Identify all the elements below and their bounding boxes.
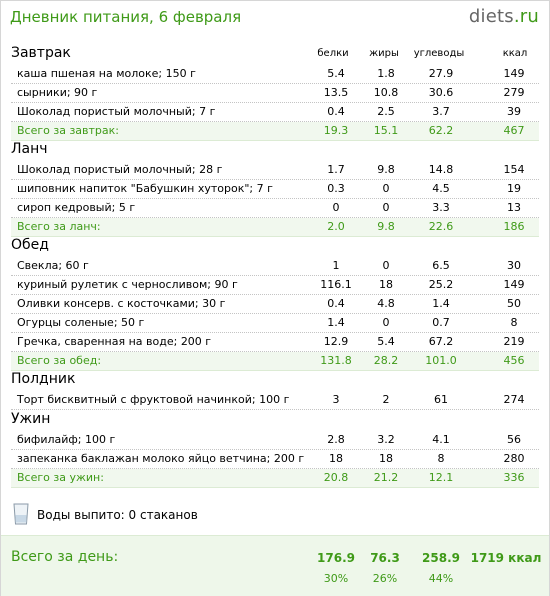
meal-total-label: Всего за обед: xyxy=(17,354,102,367)
day-carbs: 258.9 xyxy=(422,551,460,565)
protein-value: 18 xyxy=(329,452,343,465)
fat-value: 18 xyxy=(379,278,393,291)
food-name: сырники; 90 г xyxy=(17,86,98,99)
food-row[interactable] xyxy=(11,450,539,469)
food-name: бифилайф; 100 г xyxy=(17,433,116,446)
water-text: Воды выпито: 0 стаканов xyxy=(37,508,198,522)
food-name: Шоколад пористый молочный; 28 г xyxy=(17,163,223,176)
protein-value: 5.4 xyxy=(327,67,345,80)
column-header-kcal: ккал xyxy=(502,48,528,59)
meal-total-row xyxy=(11,469,539,488)
protein-value: 1.4 xyxy=(327,316,345,329)
meal-total-label: Всего за ужин: xyxy=(17,471,104,484)
food-name: Гречка, сваренная на воде; 200 г xyxy=(17,335,212,348)
meal-total-label: Всего за ланч: xyxy=(17,220,101,233)
column-header-protein: белки xyxy=(317,48,349,59)
meal-total-row xyxy=(11,122,539,141)
fat-value: 0 xyxy=(382,259,390,272)
carbs-value: 61 xyxy=(434,393,448,406)
glass-icon xyxy=(13,503,29,525)
protein-value: 13.5 xyxy=(323,86,349,99)
carbs-value: 101.0 xyxy=(425,354,457,367)
protein-value: 0.3 xyxy=(327,182,345,195)
page-title: Дневник питания, 6 февраля xyxy=(10,8,242,26)
fat-value: 2 xyxy=(382,393,390,406)
protein-value: 116.1 xyxy=(320,278,352,291)
day-protein: 176.9 xyxy=(317,551,355,565)
food-name: Шоколад пористый молочный; 7 г xyxy=(17,105,216,118)
protein-value: 20.8 xyxy=(323,471,349,484)
carbs-value: 62.2 xyxy=(428,124,454,137)
protein-value: 2.8 xyxy=(327,433,345,446)
carbs-value: 1.4 xyxy=(432,297,450,310)
food-row[interactable] xyxy=(11,333,539,352)
carbs-value: 14.8 xyxy=(428,163,454,176)
food-row[interactable] xyxy=(11,391,539,410)
carbs-value: 67.2 xyxy=(428,335,454,348)
food-row[interactable] xyxy=(11,103,539,122)
day-total xyxy=(1,535,549,596)
meal-title: Обед xyxy=(11,237,49,253)
carbs-value: 22.6 xyxy=(428,220,454,233)
protein-value: 19.3 xyxy=(323,124,349,137)
protein-value: 1.7 xyxy=(327,163,345,176)
fat-value: 0 xyxy=(382,182,390,195)
carbs-value: 3.3 xyxy=(432,201,450,214)
kcal-value: 274 xyxy=(503,393,525,406)
kcal-value: 456 xyxy=(503,354,525,367)
food-row[interactable] xyxy=(11,199,539,218)
day-fat-pct: 26% xyxy=(372,572,398,585)
food-name: куриный рулетик с черносливом; 90 г xyxy=(17,278,238,291)
food-row[interactable] xyxy=(11,431,539,450)
carbs-value: 6.5 xyxy=(432,259,450,272)
protein-value: 3 xyxy=(332,393,340,406)
kcal-value: 30 xyxy=(507,259,521,272)
food-row[interactable] xyxy=(11,314,539,333)
food-row[interactable] xyxy=(11,295,539,314)
carbs-value: 30.6 xyxy=(428,86,454,99)
kcal-value: 39 xyxy=(507,105,521,118)
meal-title: Ланч xyxy=(11,141,48,157)
carbs-value: 12.1 xyxy=(428,471,454,484)
food-name: запеканка баклажан молоко яйцо ветчина; 200 г xyxy=(17,452,305,465)
food-row[interactable] xyxy=(11,84,539,103)
protein-value: 0.4 xyxy=(327,105,345,118)
protein-value: 12.9 xyxy=(323,335,349,348)
kcal-value: 467 xyxy=(503,124,525,137)
carbs-value: 8 xyxy=(437,452,445,465)
kcal-value: 8 xyxy=(510,316,518,329)
kcal-value: 149 xyxy=(503,278,525,291)
fat-value: 9.8 xyxy=(377,163,395,176)
column-header-carbs: углеводы xyxy=(413,48,465,59)
meal-total-label: Всего за завтрак: xyxy=(17,124,120,137)
kcal-value: 280 xyxy=(503,452,525,465)
food-name: Свекла; 60 г xyxy=(17,259,89,272)
fat-value: 3.2 xyxy=(377,433,395,446)
site-logo[interactable] xyxy=(469,6,539,27)
carbs-value: 0.7 xyxy=(432,316,450,329)
fat-value: 0 xyxy=(382,316,390,329)
carbs-value: 4.1 xyxy=(432,433,450,446)
food-row[interactable] xyxy=(11,65,539,84)
fat-value: 10.8 xyxy=(373,86,399,99)
protein-value: 1 xyxy=(332,259,340,272)
fat-value: 15.1 xyxy=(373,124,399,137)
protein-value: 131.8 xyxy=(320,354,352,367)
fat-value: 21.2 xyxy=(373,471,399,484)
logo-suffix: .ru xyxy=(513,6,539,27)
food-name: Торт бисквитный с фруктовой начинкой; 100 г xyxy=(17,393,290,406)
carbs-value: 4.5 xyxy=(432,182,450,195)
fat-value: 1.8 xyxy=(377,67,395,80)
fat-value: 0 xyxy=(382,201,390,214)
kcal-value: 336 xyxy=(503,471,525,484)
logo-main: diets xyxy=(468,6,514,27)
fat-value: 5.4 xyxy=(377,335,395,348)
meal-total-row xyxy=(11,218,539,237)
food-name: Огурцы соленые; 50 г xyxy=(17,316,145,329)
food-row[interactable] xyxy=(11,276,539,295)
kcal-value: 56 xyxy=(507,433,521,446)
meal-total-row xyxy=(11,352,539,371)
carbs-value: 3.7 xyxy=(432,105,450,118)
food-name: шиповник напиток "Бабушкин хуторок"; 7 г xyxy=(17,182,273,195)
protein-value: 0 xyxy=(332,201,340,214)
fat-value: 4.8 xyxy=(377,297,395,310)
kcal-value: 186 xyxy=(503,220,525,233)
header xyxy=(1,1,549,37)
kcal-value: 19 xyxy=(507,182,521,195)
fat-value: 2.5 xyxy=(377,105,395,118)
food-name: сироп кедровый; 5 г xyxy=(17,201,136,214)
protein-value: 0.4 xyxy=(327,297,345,310)
meal-title: Ужин xyxy=(11,411,51,427)
food-row[interactable] xyxy=(11,257,539,276)
kcal-value: 279 xyxy=(503,86,525,99)
day-fat: 76.3 xyxy=(370,551,400,565)
protein-value: 2.0 xyxy=(327,220,345,233)
fat-value: 9.8 xyxy=(377,220,395,233)
fat-value: 18 xyxy=(379,452,393,465)
day-kcal: 1719 ккал xyxy=(470,551,542,565)
kcal-value: 154 xyxy=(503,163,525,176)
food-name: каша пшеная на молоке; 150 г xyxy=(17,67,196,80)
kcal-value: 50 xyxy=(507,297,521,310)
day-carbs-pct: 44% xyxy=(428,572,454,585)
day-total-label: Всего за день: xyxy=(11,549,119,565)
food-row[interactable] xyxy=(11,161,539,180)
fat-value: 28.2 xyxy=(373,354,399,367)
day-protein-pct: 30% xyxy=(323,572,349,585)
meal-title: Завтрак xyxy=(11,45,71,61)
carbs-value: 25.2 xyxy=(428,278,454,291)
food-row[interactable] xyxy=(11,180,539,199)
kcal-value: 219 xyxy=(503,335,525,348)
kcal-value: 149 xyxy=(503,67,525,80)
kcal-value: 13 xyxy=(507,201,521,214)
carbs-value: 27.9 xyxy=(428,67,454,80)
meal-title: Полдник xyxy=(11,371,76,387)
column-header-fat: жиры xyxy=(369,48,399,59)
food-name: Оливки консерв. с косточками; 30 г xyxy=(17,297,226,310)
